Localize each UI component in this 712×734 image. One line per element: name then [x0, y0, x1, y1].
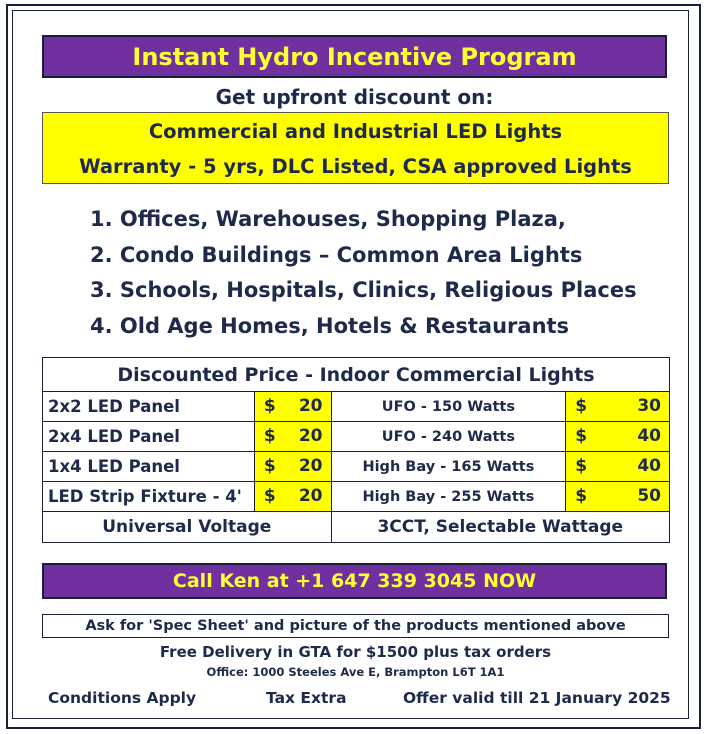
- currency-symbol: $: [575, 396, 588, 416]
- program-title-banner: [42, 35, 667, 78]
- table-row: [43, 452, 670, 482]
- price-value: 40: [637, 456, 661, 476]
- price-cell: [254, 392, 331, 422]
- price-value: 20: [298, 486, 323, 506]
- universal-voltage-note: Universal Voltage: [43, 512, 332, 543]
- price-cell: [254, 452, 331, 482]
- call-to-action-banner: [42, 563, 667, 599]
- price-value: 50: [637, 486, 661, 506]
- product-name: High Bay - 255 Watts: [331, 482, 566, 512]
- price-cell: [566, 392, 670, 422]
- list-item: 4. Old Age Homes, Hotels & Restaurants: [90, 313, 570, 338]
- product-name: High Bay - 165 Watts: [331, 452, 566, 482]
- table-row: [43, 482, 670, 512]
- currency-symbol: $: [575, 426, 588, 446]
- product-name: 1x4 LED Panel: [43, 452, 255, 482]
- cct-wattage-note: 3CCT, Selectable Wattage: [331, 512, 670, 543]
- tax-note: Tax Extra: [266, 689, 347, 707]
- price-cell: [254, 422, 331, 452]
- highlight-line-1: Commercial and Industrial LED Lights: [148, 120, 563, 143]
- currency-symbol: $: [263, 486, 276, 506]
- currency-symbol: $: [575, 486, 588, 506]
- price-table-heading: Discounted Price - Indoor Commercial Lights: [43, 358, 670, 392]
- table-row: [43, 422, 670, 452]
- program-title: Instant Hydro Incentive Program: [132, 43, 577, 71]
- call-to-action: Call Ken at +1 647 339 3045 NOW: [172, 570, 537, 592]
- price-value: 20: [298, 426, 323, 446]
- table-header-row: [43, 358, 670, 392]
- delivery-note: Free Delivery in GTA for $1500 plus tax orders: [159, 643, 552, 661]
- currency-symbol: $: [263, 396, 276, 416]
- price-value: 20: [298, 396, 323, 416]
- price-cell: [566, 482, 670, 512]
- table-footer-row: [43, 512, 670, 543]
- price-table: [42, 357, 670, 543]
- price-value: 20: [298, 456, 323, 476]
- highlight-box: [42, 112, 669, 184]
- price-cell: [566, 452, 670, 482]
- product-name: LED Strip Fixture - 4': [43, 482, 255, 512]
- offer-validity-note: Offer valid till 21 January 2025: [403, 689, 671, 707]
- price-cell: [566, 422, 670, 452]
- product-name: UFO - 150 Watts: [331, 392, 566, 422]
- product-name: UFO - 240 Watts: [331, 422, 566, 452]
- list-item: 1. Offices, Warehouses, Shopping Plaza,: [90, 207, 566, 231]
- office-address: Office: 1000 Steeles Ave E, Brampton L6T 1A1: [206, 665, 505, 679]
- subheading: Get upfront discount on:: [215, 85, 494, 109]
- price-cell: [254, 482, 331, 512]
- applications-list: [90, 204, 637, 346]
- price-value: 30: [637, 396, 661, 416]
- price-value: 40: [637, 426, 661, 446]
- currency-symbol: $: [263, 456, 276, 476]
- list-item: 2. Condo Buildings – Common Area Lights: [90, 242, 583, 267]
- highlight-line-2: Warranty - 5 yrs, DLC Listed, CSA approved Lights: [79, 155, 632, 178]
- spec-sheet-note: Ask for 'Spec Sheet' and picture of the products mentioned above: [42, 614, 669, 638]
- product-name: 2x2 LED Panel: [43, 392, 255, 422]
- product-name: 2x4 LED Panel: [43, 422, 255, 452]
- currency-symbol: $: [575, 456, 588, 476]
- table-row: [43, 392, 670, 422]
- list-item: 3. Schools, Hospitals, Clinics, Religious Places: [90, 278, 637, 302]
- conditions-note: Conditions Apply: [48, 689, 197, 707]
- currency-symbol: $: [263, 426, 276, 446]
